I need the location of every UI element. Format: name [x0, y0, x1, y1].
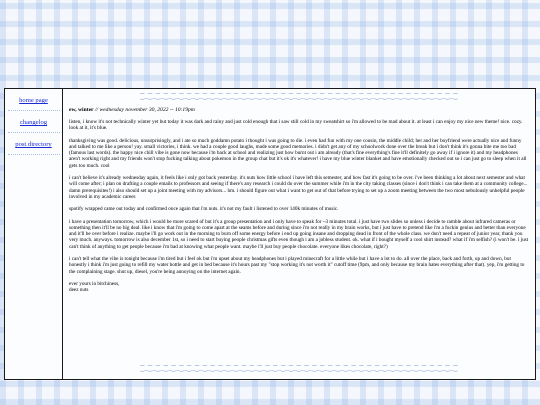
post-paragraph: spotify wrapped came out today and confirmed once again that i'm nuts. it's not my fault i listened to over 140k minutes of music.	[69, 206, 339, 213]
nav-link-post-directory[interactable]: post directory	[8, 139, 60, 155]
post-body	[69, 119, 529, 294]
post-header	[69, 107, 529, 113]
post-paragraph: thanksgiving was good. delicious, unsurprisingly, and i ate so much goddamn potato i thought i was going to die. i even had fun with my one cousin, the middle child; her and her boyfriend were actually nice and funny and talked to me like a person! yay. small victories, i think. we had a couple good laughs, made some good memories. i didn't get any of my schoolwork done over the break but i don't think it's gonna bite me too bad (famous last words). the happy nice chill vibe is gone now because i'm back at school and realizing just how burnt out i am already (that's fine everything's fine it'll definitely go away if i ignore it) and my headphones aren't working right and my friends won't stop fucking talking about pokemon in the group chat but it's ok it's whatever! i have my blue winter blanket and have emotionally checked out so i can just go to sleep when it all gets too much. cool	[69, 137, 527, 169]
sidebar-nav	[5, 89, 63, 379]
post-paragraph: i can't tell what the vibe is tonight because i'm tired but i feel ok but i'm upset about my headphones but i played minecraft for a little while but i have a lot to do. all over the place, back and forth, up and down, but honestly i think i'm just going to refill my water bottle and get in bed because it's hours past my "stop working it's not worth it" cutoff time (9pm, and only because my brain hates everything after that). yep, i'm getting to the complaining stage. shut up, diesel, you're being annoying on the internet again.	[69, 256, 525, 275]
decorative-divider-bottom: ⁐‿⁐‿⁐‿⁐‿⁐‿⁐‿⁐‿⁐‿⁐‿⁐‿⁐‿⁐‿⁐‿⁐‿⁐‿⁐‿⁐‿⁐‿⁐‿⁐‿⁐‿⁐‿⁐‿⁐‿⁐‿⁐‿⁐‿⁐‿⁐‿⁐‿⁐‿⁐‿⁐‿⁐‿⁐‿⁐‿⁐‿⁐‿⁐‿⁐‿⁐	[140, 366, 458, 372]
post-paragraph: i have a presentation tomorrow, which i would be more scared of but it's a group presentation and i only have to speak for ~3 minutes total. i just have two slides so unless i decide to ramble about infrared cameras or something then it'll be no big deal. like i know that i'm going to come apart at the seams before and during since i'm not really in my brain works, but i just have to pretend like i'm a fuckin genius and better than everyone and it'll be over before i realize. maybe i'll go work out in the morning to burn off some energy before i end up going insane and dropping dead in front of the whole class. we don't need a repeat of junior year, thank you very much. anyways. tomorrow is also december 1st, so i need to start buying people christmas gifts even though i am a jobless student. ok. what if i bought myself a cool shirt instead? what if i'm selfish? (i won't be. i just can't think of anything to get people because i'm bad at knowing what people want. maybe i'll just buy people chocolate. everyone likes chocolate, right?)	[69, 218, 529, 250]
page-frame	[4, 88, 536, 380]
signature: deez nuts	[69, 287, 89, 294]
post-date: wednesday november 30, 2022 -- 10:19pm	[99, 107, 195, 113]
signoff-line: ever yours in bitchiness,	[69, 280, 120, 287]
nav-link-changelog[interactable]: changelog	[8, 117, 60, 133]
blog-post	[63, 89, 535, 379]
nav-link-home[interactable]: home page	[8, 95, 60, 111]
post-separator: //	[93, 107, 100, 113]
decorative-divider-top: ⁐‿⁐‿⁐‿⁐‿⁐‿⁐‿⁐‿⁐‿⁐‿⁐‿⁐‿⁐‿⁐‿⁐‿⁐‿⁐‿⁐‿⁐‿⁐‿⁐‿⁐‿⁐‿⁐‿⁐‿⁐‿⁐‿⁐‿⁐‿⁐‿⁐‿⁐‿⁐‿⁐‿⁐‿⁐‿⁐‿⁐‿⁐‿⁐‿⁐‿⁐	[140, 94, 458, 100]
post-title: ew, winter	[69, 107, 94, 113]
post-signoff	[69, 281, 529, 294]
post-paragraph: listen, i know it's not technically winter yet but today it was dark and rainy and just cold enough that i saw still cold in my sweatshirt so i'm allowed to be mad about it. at least i can enjoy my nice new theme! nice. cozy. look at it, it's blue.	[69, 119, 523, 132]
post-paragraph: i can't believe it's already wednesday again, it feels like i only got back yesterday. it's nuts how little school i have left this semester, and how fast it's going to be over. i've been thinking a lot about next semester and what will come after; i plan on drafting a couple emails to professors and seeing if there's any research i could do over the summer while i'm in the city taking classes (since i don't think i can take them at a community college... damn prerequisites!) i also should set up a joint meeting with my advisors... hm. i should figure out what i want to get out of that before trying to set up a zoom meeting between the two most nebulously unhelpful people involved in my academic career.	[69, 175, 528, 200]
